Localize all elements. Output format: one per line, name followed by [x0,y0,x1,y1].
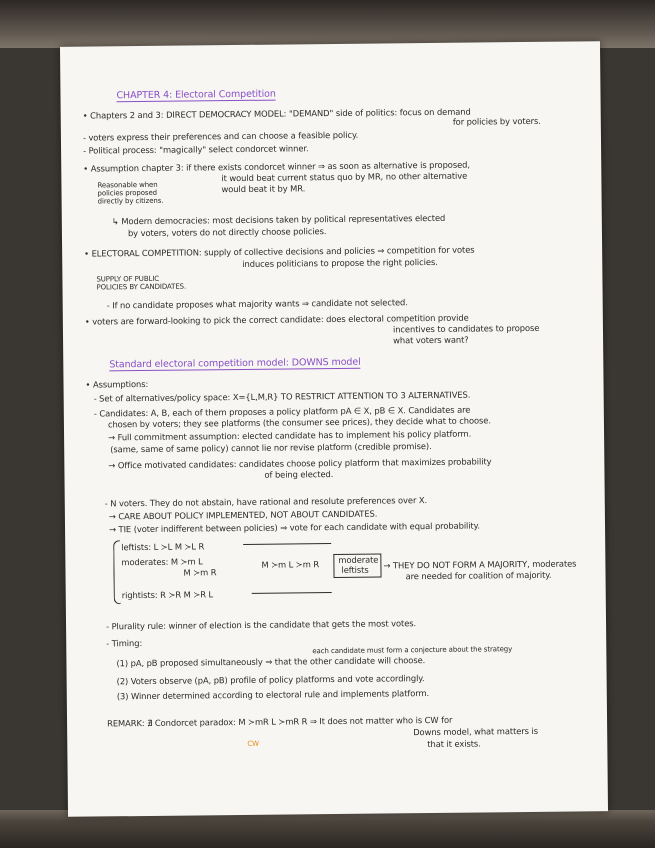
box-label: leftists [341,564,369,575]
note-line: by voters, voters do not directly choose policies. [127,226,327,239]
preference-brace [113,540,121,604]
note-line: (2) Voters observe (pA, pB) profile of policy platforms and vote accordingly. [116,673,425,687]
note-line: - If no candidate proposes what majority wants ⇒ candidate not selected. [106,297,408,311]
note-line: • Chapters 2 and 3: DIRECT DEMOCRACY MODEL: "DEMAND" side of politics: focus on demand [82,106,471,121]
note-line: • Assumption chapter 3: if there exists condorcet winner ⇒ as soon as alternative is proposed, [83,159,470,174]
notebook-page [60,41,608,817]
preference-line: moderates: M ≻m L [121,556,203,568]
note-line: - Set of alternatives/policy space: X={L,M,R} TO RESTRICT ATTENTION TO 3 ALTERNATIVES. [93,389,471,404]
note-line: - Plurality rule: winner of election is the candidate that gets the most votes. [106,618,417,632]
note-line: are needed for coalition of majority. [405,569,552,582]
note-line: incentives to candidates to propose [392,322,540,335]
preference-line: M ≻m L ≻m R [261,559,320,570]
note-line: for policies by voters. [452,115,541,127]
side-note: directly by citizens. [97,196,164,206]
preference-line: leftists: L ≻L M ≻L R [121,541,205,553]
remark-line: that it exists. [427,738,481,750]
note-line: - Timing: [106,638,143,649]
box-label: moderate [338,554,379,565]
connector-line [243,543,331,545]
preference-line: M ≻m R [183,567,217,578]
note-line: it would beat current status quo by MR, no other alternative [221,170,468,184]
note-line: each candidate must form a conjecture about the strategy [312,645,513,656]
note-line: ↳ Modern democracies: most decisions taken by political representatives elected [111,212,446,227]
note-line: → TIE (voter indifferent between policies) ⇒ vote for each candidate with equal probability. [108,520,480,535]
note-line: • voters are forward-looking to pick the correct candidate: does electoral competition provide [84,312,469,327]
note-line: • Assumptions: [85,378,149,390]
preference-line: rightists: R ≻R M ≻R L [121,589,214,601]
side-note: SUPPLY OF PUBLIC [96,274,160,284]
side-note: POLICIES BY CANDIDATES. [96,282,187,292]
note-line: - voters express their preferences and can choose a feasible policy. [82,129,359,143]
side-note: policies proposed [97,188,158,198]
chapter-title: CHAPTER 4: Electoral Competition [116,88,276,102]
note-line: - Political process: "magically" select condorcet winner. [83,143,309,156]
note-line: → CARE ABOUT POLICY IMPLEMENTED, NOT ABOUT CANDIDATES. [108,508,378,522]
section-title: Standard electoral competition model: DOWNS model [109,356,361,371]
note-line: what voters want? [393,334,469,346]
note-line: would beat it by MR. [221,183,306,195]
remark-line: Downs model, what matters is [413,725,538,738]
note-line: (1) pA, pB proposed simultaneously ⇒ that the other candidate will choose. [116,655,426,669]
note-line: induces politicians to propose the right policies. [242,256,438,269]
note-line: → Full commitment assumption: elected candidate has to implement his policy platform. [108,428,472,443]
remark-line: REMARK: ∄ Condorcet paradox: M ≻mR L ≻mR R ⇒ It does not matter who is CW for [107,714,453,729]
note-line: - N voters. They do not abstain, have rational and resolute preferences over X. [104,495,428,509]
cw-label: CW [247,739,259,748]
note-line: (3) Winner determined according to electoral rule and implements platform. [116,688,430,702]
note-line: of being elected. [264,469,334,480]
connector-line [252,592,332,594]
note-line: • ELECTORAL COMPETITION: supply of collective decisions and policies ⇒ competition for votes [84,244,475,259]
note-line: → THEY DO NOT FORM A MAJORITY, moderates [383,558,577,571]
note-line: - Candidates: A, B, each of them proposes a policy platform pA ∈ X, pB ∈ X. Candidates are [93,404,471,419]
note-line: (same, same of same policy) cannot lie nor revise platform (credible promise). [110,440,432,455]
note-line: → Office motivated candidates: candidates choose policy platform that maximizes probability [108,456,492,471]
side-note: Reasonable when [97,180,158,190]
note-line: chosen by voters; they see platforms (the consumer see prices), they decide what to choose. [107,415,491,430]
